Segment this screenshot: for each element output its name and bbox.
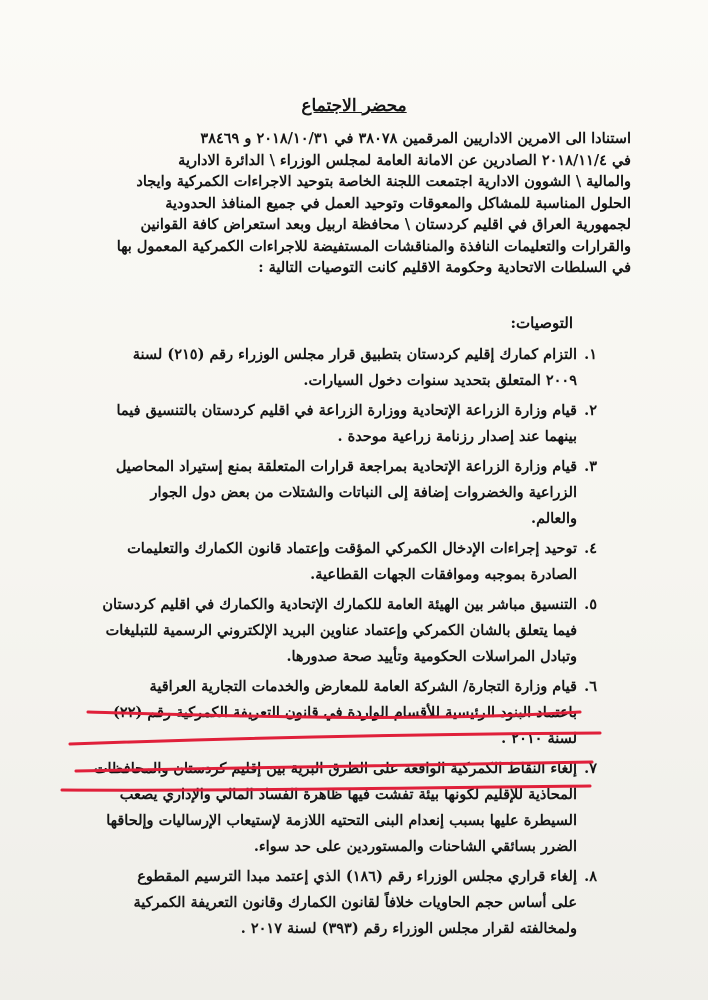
recommendation-line: المحاذية للإقليم لكونها بيئة تفشت فيها ظاهرة الفساد المالي والإداري يصعب xyxy=(119,786,577,803)
recommendation-line: بينهما عند إصدار رزنامة زراعية موحدة . xyxy=(337,428,577,445)
recommendation-line: قيام وزارة الزراعة الإتحادية بمراجعة قرارات المتعلقة بمنع إستيراد المحاصيل xyxy=(115,458,577,475)
recommendation-number: ٤. xyxy=(584,540,597,557)
recommendation-line: توحيد إجراءات الإدخال الكمركي المؤقت وإعتماد قانون الكمارك والتعليمات xyxy=(127,540,577,557)
intro-line: في ٢٠١٨/١١/٤ الصادرين عن الامانة العامة لمجلس الوزراء \ الدائرة الادارية xyxy=(178,151,631,169)
recommendation-line: باعتماد البنود الرئيسية للأقسام الواردة في قانون التعريفة الكمركية رقم (٢٢) xyxy=(113,704,577,721)
recommendation-line: لسنة ٢٠١٠ . xyxy=(501,730,577,747)
intro-line: لجمهورية العراق في اقليم كردستان \ محافظة اربيل وبعد استعراض كافة القوانين xyxy=(140,216,631,233)
recommendation-line: قيام وزارة الزراعة الإتحادية ووزارة الزراعة في اقليم كردستان بالتنسيق فيما xyxy=(116,402,577,419)
recommendation-number: ٥. xyxy=(584,596,597,613)
recommendation-text xyxy=(95,536,577,588)
recommendation-number: ٣. xyxy=(584,458,597,475)
recommendation-line: فيما يتعلق بالشان الكمركي وإعتماد عناوين البريد الإلكتروني الرسمية للتبليغات xyxy=(105,622,577,639)
recommendation-item xyxy=(95,756,597,860)
recommendation-line: على أساس حجم الحاويات خلافاً لقانون الكمارك وقانون التعريفة الكمركية xyxy=(133,894,577,911)
recommendation-line: وتبادل المراسلات الحكومية وتأييد صحة صدورها. xyxy=(286,648,577,665)
intro-line: استنادا الى الامرين الاداريين المرقمين ٣٨٠٧٨ في ٢٠١٨/١٠/٣١ و ٣٨٤٦٩ xyxy=(200,130,631,147)
recommendation-text xyxy=(94,756,577,860)
recommendation-item xyxy=(95,454,597,532)
intro-line: والمالية \ الشوون الادارية اجتمعت اللجنة الخاصة بتوحيد الاجراءات الكمركية وايجاد xyxy=(136,173,631,190)
recommendation-item xyxy=(95,398,597,450)
recommendation-item xyxy=(95,536,597,588)
recommendation-line: الضرر بسائقي الشاحنات والمستوردين على حد سواء. xyxy=(253,838,577,855)
recommendation-text xyxy=(95,398,577,450)
recommendation-line: التنسيق مباشر بين الهيئة العامة للكمارك الإتحادية والكمارك في اقليم كردستان xyxy=(102,596,577,613)
recommendation-line: إلغاء قراري مجلس الوزراء رقم (١٨٦) الذي إعتمد مبدا الترسيم المقطوع xyxy=(137,868,577,885)
recommendation-line: والعالم. xyxy=(531,510,577,527)
recommendation-item xyxy=(95,674,597,752)
document-title: محضر الاجتماع xyxy=(301,96,407,116)
recommendation-item xyxy=(95,342,597,394)
intro-line: في السلطات الاتحادية وحكومة الاقليم كانت التوصيات التالية : xyxy=(258,259,631,276)
intro-paragraph xyxy=(95,128,631,279)
recommendation-line: التزام كمارك إقليم كردستان بتطبيق قرار مجلس الوزراء رقم (٢١٥) لسنة xyxy=(132,346,577,363)
recommendation-number: ٨. xyxy=(584,868,597,885)
recommendation-number: ٦. xyxy=(584,678,597,695)
recommendation-text xyxy=(95,342,577,394)
recommendation-number: ١. xyxy=(584,346,597,363)
recommendation-line: ولمخالفته لقرار مجلس الوزراء رقم (٣٩٣) لسنة ٢٠١٧ . xyxy=(240,920,577,937)
recommendation-line: قيام وزارة التجارة/ الشركة العامة للمعارض والخدمات التجارية العراقية xyxy=(149,678,577,695)
recommendation-line: إلغاء النقاط الكمركية الواقعة على الطرق البرية بين إقليم كردستان والمحافظات xyxy=(93,760,577,777)
recommendation-text xyxy=(95,454,577,532)
intro-line: والقرارات والتعليمات النافذة والمناقشات المستفيضة للاجراءات الكمركية المعمول بها xyxy=(116,237,631,255)
recommendation-number: ٧. xyxy=(584,760,597,777)
recommendation-item xyxy=(95,592,597,670)
recommendation-number: ٢. xyxy=(584,402,597,419)
recommendation-text xyxy=(95,864,577,942)
recommendation-text xyxy=(95,674,577,752)
recommendation-line: الزراعية والخضروات إضافة إلى النباتات والشتلات من بعض دول الجوار xyxy=(150,484,577,501)
recommendation-item xyxy=(95,864,597,942)
recommendation-line: السيطرة عليها بسبب إنعدام البنى التحتيه اللازمة لإستيعاب الإرساليات وإلحاقها xyxy=(106,812,577,829)
recommendation-line: ٢٠٠٩ المتعلق بتحديد سنوات دخول السيارات. xyxy=(303,372,577,389)
recommendation-text xyxy=(95,592,577,670)
recommendation-line: الصادرة بموجبه وموافقات الجهات القطاعية. xyxy=(310,566,577,583)
intro-line: الحلول المناسبة للمشاكل والمعوقات وتوحيد العمل في جميع المنافذ الحدودية xyxy=(165,194,631,212)
recommendations-list xyxy=(95,342,597,946)
recommendations-heading: التوصيات: xyxy=(510,314,573,332)
